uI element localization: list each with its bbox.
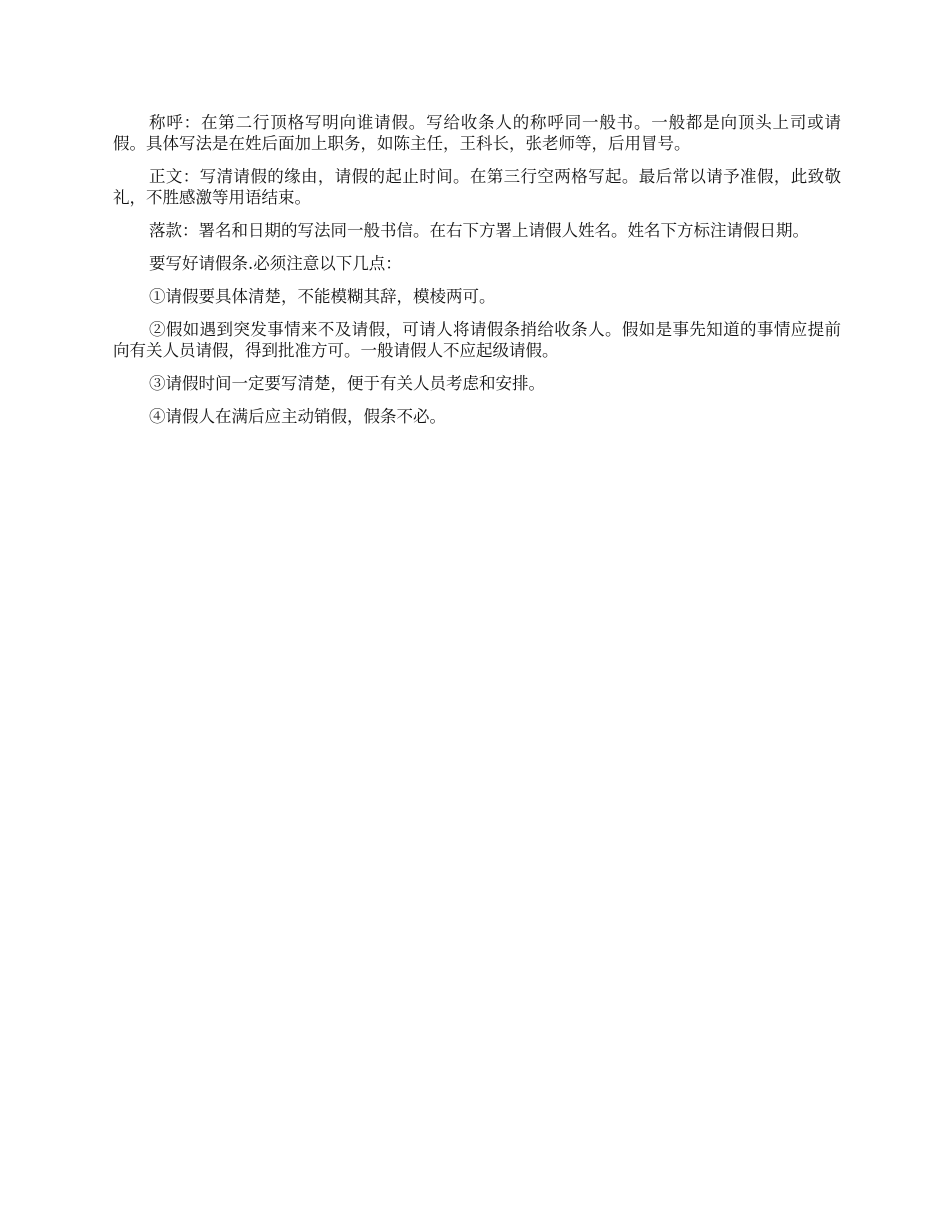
paragraph-note-4: ④请假人在满后应主动销假，假条不必。 xyxy=(149,407,446,426)
paragraph-signature: 落款：署名和日期的写法同一般书信。在右下方署上请假人姓名。姓名下方标注请假日期。 xyxy=(149,221,809,240)
paragraph-note-1: ①请假要具体清楚，不能模糊其辞，模棱两可。 xyxy=(149,287,496,306)
paragraph-notes-intro: 要写好请假条.必须注意以下几点： xyxy=(149,254,402,273)
paragraph-note-2: ②假如遇到突发事情来不及请假，可请人将请假条捎给收条人。假如是事先知道的事情应提前向有关人员请假，得到批准方可。一般请假人不应起级请假。 xyxy=(113,320,841,360)
document-body xyxy=(113,112,841,439)
paragraph-salutation: 称呼：在第二行顶格写明向谁请假。写给收条人的称呼同一般书。一般都是向顶头上司或请假。具体写法是在姓后面加上职务，如陈主任，王科长，张老师等，后用冒号。 xyxy=(113,113,841,153)
paragraph-note-3: ③请假时间一定要写清楚，便于有关人员考虑和安排。 xyxy=(149,374,545,393)
paragraph-body: 正文：写清请假的缘由，请假的起止时间。在第三行空两格写起。最后常以请予准假，此致敬礼，不胜感激等用语结束。 xyxy=(113,167,841,207)
